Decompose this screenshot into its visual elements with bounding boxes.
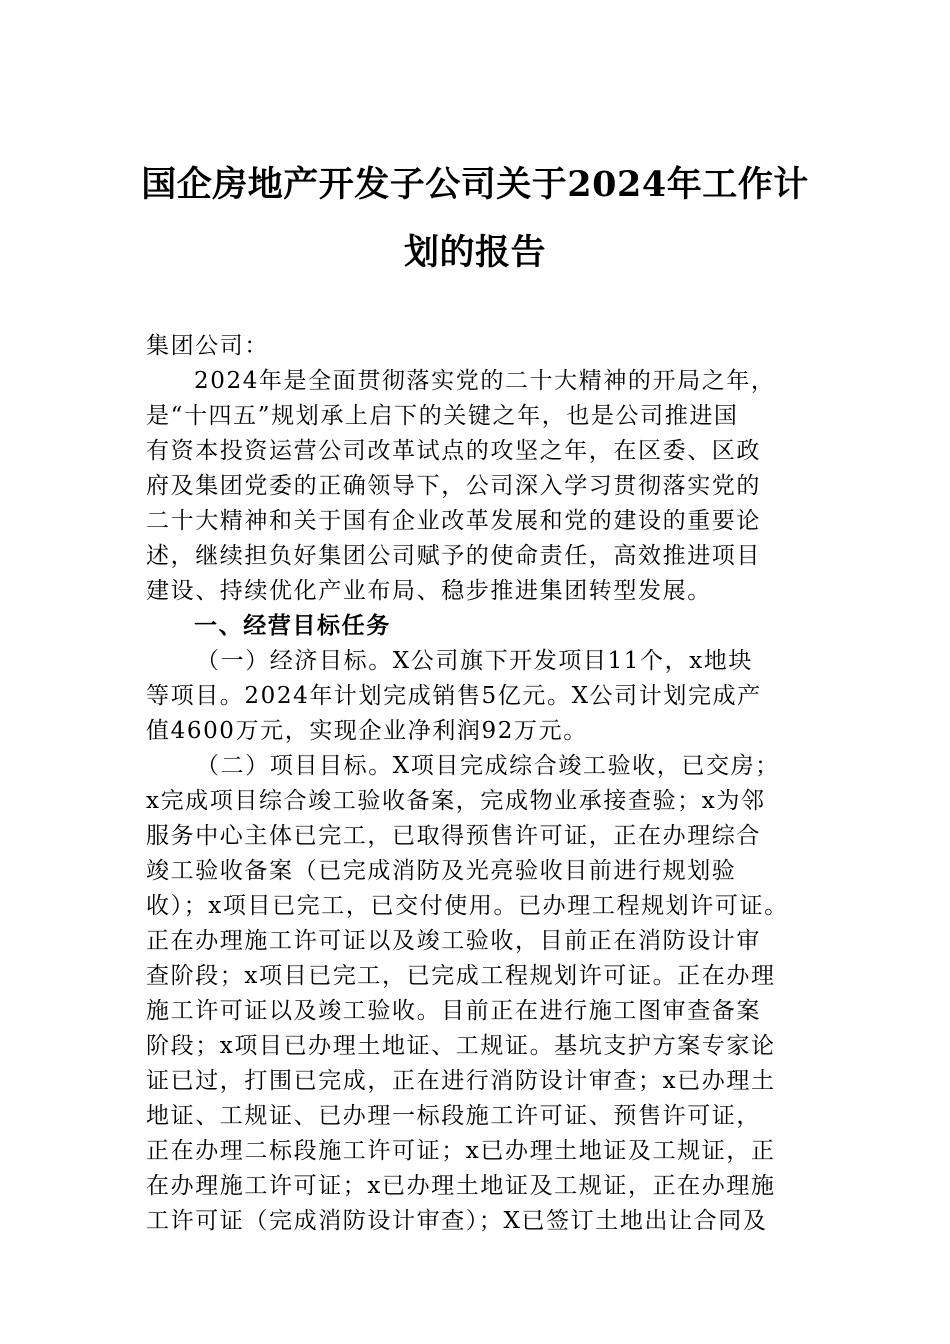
paragraph-line: 施工许可证以及竣工验收。目前正在进行施工图审查备案: [146, 998, 761, 1024]
paragraph-line: 竣工验收备案（已完成消防及光亮验收目前进行规划验: [146, 858, 737, 884]
section-heading: 一、经营目标任务: [194, 613, 391, 639]
paragraph-line: 有资本投资运营公司改革试点的攻坚之年，在区委、区政: [146, 438, 761, 464]
paragraph-line: 查阶段；x项目已完工，已完成工程规划许可证。正在办理: [146, 963, 776, 989]
paragraph-line: 府及集团党委的正确领导下，公司深入学习贯彻落实党的: [146, 473, 761, 499]
paragraph-line: 等项目。2024年计划完成销售5亿元。X公司计划完成产: [146, 683, 762, 709]
salutation: 集团公司：: [146, 333, 269, 359]
paragraph-line: 是“十四五”规划承上启下的关键之年，也是公司推进国: [146, 403, 739, 429]
paragraph-line: 服务中心主体已完工，已取得预售许可证，正在办理综合: [146, 823, 761, 849]
paragraph-line: 正在办理施工许可证以及竣工验收，目前正在消防设计审: [146, 928, 761, 954]
paragraph-line: 2024年是全面贯彻落实党的二十大精神的开局之年，: [194, 368, 776, 394]
paragraph-line: 地证、工规证、已办理一标段施工许可证、预售许可证，: [146, 1103, 761, 1129]
document-title-line-1: 国企房地产开发子公司关于2024年工作计: [141, 164, 809, 205]
paragraph-line: 收）；x项目已完工，已交付使用。已办理工程规划许可证。: [146, 893, 789, 919]
paragraph-line: x完成项目综合竣工验收备案，完成物业承接查验；x为邻: [146, 788, 766, 814]
paragraph-line: 阶段；x项目已办理土地证、工规证。基坑支护方案专家论: [146, 1033, 776, 1059]
paragraph-line: （一）经济目标。X公司旗下开发项目11个，x地块: [196, 648, 754, 674]
paragraph-line: 正在办理二标段施工许可证；x已办理土地证及工规证，正: [146, 1138, 776, 1164]
document-title-line-2: 划的报告: [403, 232, 546, 273]
paragraph-line: 值4600万元，实现企业净利润92万元。: [146, 718, 588, 744]
paragraph-line: 述，继续担负好集团公司赋予的使命责任，高效推进项目: [146, 543, 761, 569]
paragraph-line: 二十大精神和关于国有企业改革发展和党的建设的重要论: [146, 508, 761, 534]
paragraph-line: 建设、持续优化产业布局、稳步推进集团转型发展。: [146, 578, 712, 604]
paragraph-line: 工许可证（完成消防设计审查）；X已签订土地出让合同及: [146, 1208, 768, 1234]
paragraph-line: （二）项目目标。X项目完成综合竣工验收，已交房；: [196, 753, 780, 779]
paragraph-line: 证已过，打围已完成，正在进行消防设计审查；x已办理土: [146, 1068, 776, 1094]
paragraph-line: 在办理施工许可证；x已办理土地证及工规证，正在办理施: [146, 1173, 776, 1199]
